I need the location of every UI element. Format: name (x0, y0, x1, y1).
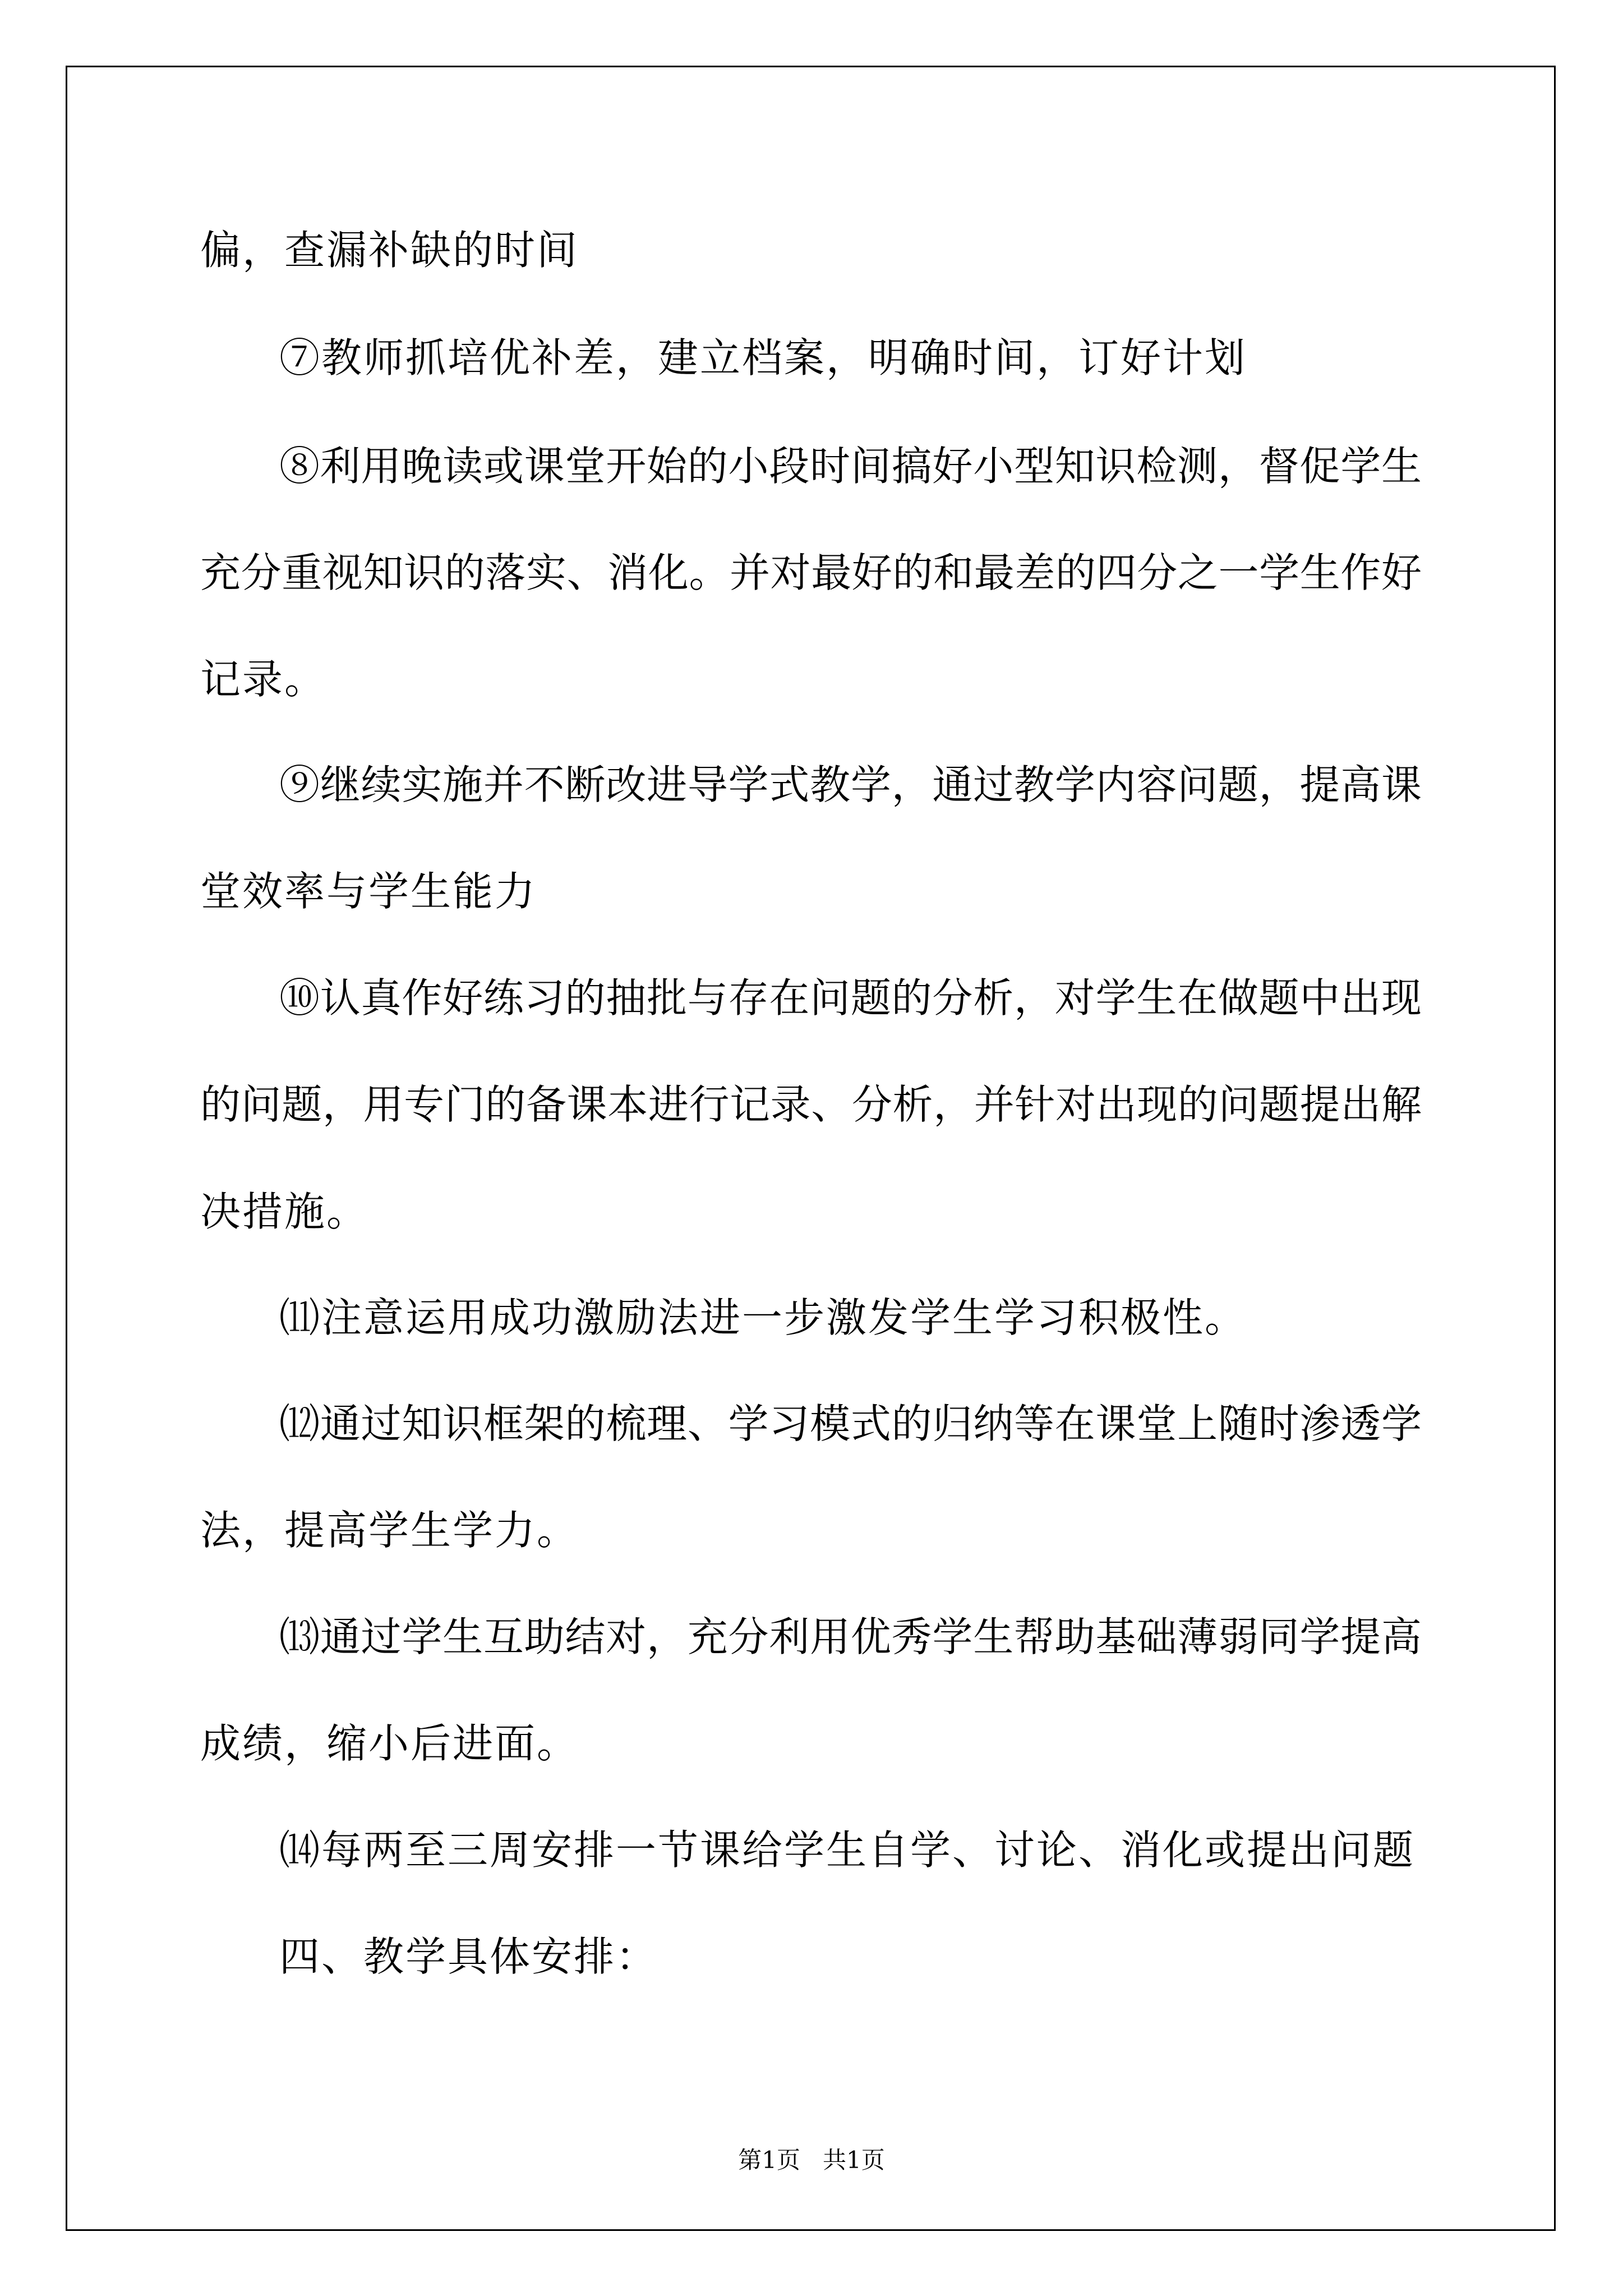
text-line: ⑨继续实施并不断改进导学式教学，通过教学内容问题，提高课 (279, 761, 1422, 808)
text-line: ⑾注意运用成功激励法进一步激发学生学习积极性。 (279, 1294, 1247, 1341)
text-line: ⑧利用晚读或课堂开始的小段时间搞好小型知识检测，督促学生 (279, 443, 1422, 490)
text-line: 记录。 (200, 656, 327, 703)
text-line: 偏，查漏补缺的时间 (200, 227, 579, 274)
page-footer: 第1页 共1页 (738, 2146, 885, 2174)
text-line: ⒀通过学生互助结对，充分利用优秀学生帮助基础薄弱同学提高 (279, 1613, 1422, 1660)
section-heading: 四、教学具体安排： (279, 1933, 658, 1980)
text-line: 堂效率与学生能力 (200, 868, 537, 915)
text-line: 的问题，用专门的备课本进行记录、分析，并针对出现的问题提出解 (200, 1081, 1422, 1128)
text-line: 决措施。 (200, 1188, 369, 1235)
text-line: 充分重视知识的落实、消化。并对最好的和最差的四分之一学生作好 (200, 549, 1422, 596)
text-line: ⑿通过知识框架的梳理、学习模式的归纳等在课堂上随时渗透学 (279, 1400, 1422, 1447)
text-line: 法，提高学生学力。 (200, 1507, 579, 1554)
text-line: ⑦教师抓培优补差，建立档案，明确时间，订好计划 (279, 334, 1247, 381)
page-border (66, 66, 1556, 2231)
text-line: ⑩认真作好练习的抽批与存在问题的分析，对学生在做题中出现 (279, 974, 1422, 1022)
text-line: 成绩，缩小后进面。 (200, 1720, 579, 1767)
text-line: ⒁每两至三周安排一节课给学生自学、讨论、消化或提出问题 (279, 1826, 1415, 1874)
